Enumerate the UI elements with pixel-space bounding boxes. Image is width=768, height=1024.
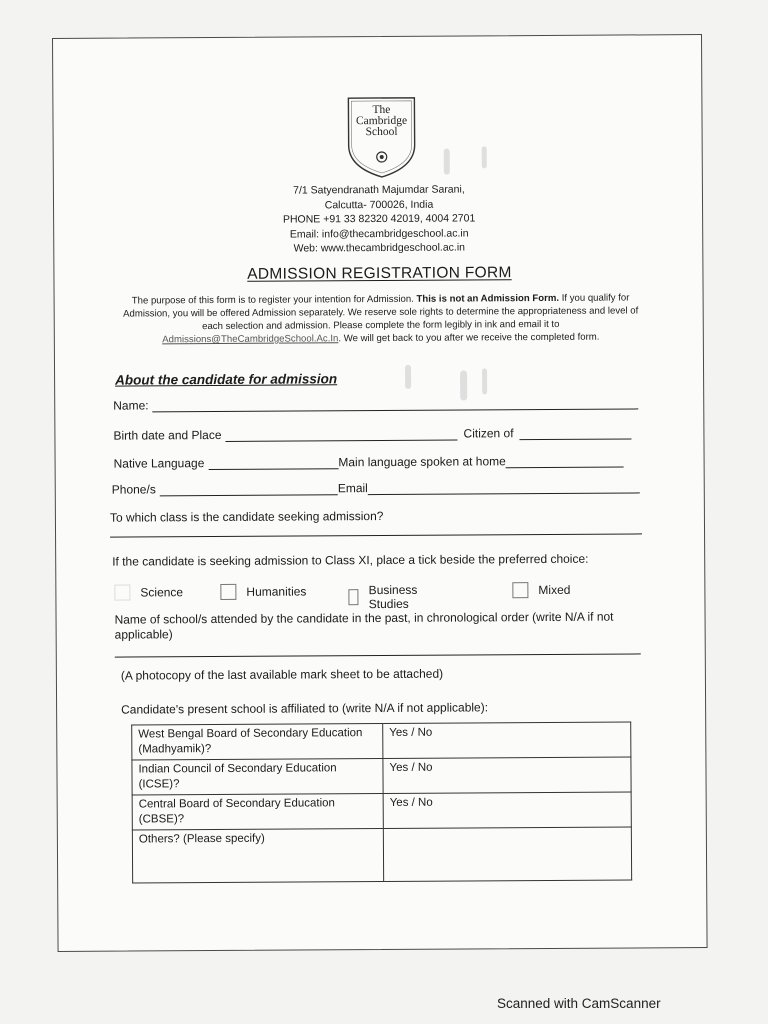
form-title: ADMISSION REGISTRATION FORM <box>247 264 512 283</box>
scan-smudge <box>405 365 411 389</box>
web-line: Web: www.thecambridgeschool.ac.in <box>293 241 466 255</box>
crest-text-line: The <box>372 103 391 117</box>
scan-smudge <box>482 146 487 168</box>
main-language-field[interactable] <box>506 454 624 469</box>
choice-business-studies[interactable] <box>348 583 423 611</box>
intro-paragraph <box>121 291 641 346</box>
name-label: Name: <box>113 398 149 413</box>
citizen-field[interactable] <box>519 425 631 440</box>
intro-text: If you qualify for Admission, you will be offered Admission separately. We reserve sole rights to determine the appropriateness and level of each selection and admission. Please complete the form legibly in ink and email it to <box>123 292 639 333</box>
birth-field[interactable] <box>225 427 457 442</box>
mixed-checkbox[interactable] <box>512 582 528 598</box>
humanities-checkbox[interactable] <box>220 584 236 600</box>
scan-smudge <box>444 149 450 175</box>
table-row <box>132 792 631 830</box>
school-crest <box>345 95 418 179</box>
answer-cell[interactable] <box>383 827 631 882</box>
native-language-label: Native Language <box>113 456 205 471</box>
birth-label: Birth date and Place <box>113 427 222 443</box>
photocopy-note: (A photocopy of the last available mark sheet to be attached) <box>120 666 444 683</box>
board-cell: Others? (Please specify) <box>132 828 383 883</box>
science-checkbox[interactable] <box>114 585 130 601</box>
scan-smudge <box>482 368 487 394</box>
main-language-label: Main language spoken at home <box>338 454 506 470</box>
address-line: 7/1 Satyendranath Majumdar Sarani, <box>293 183 465 197</box>
section-title: About the candidate for admission <box>115 371 338 388</box>
crest-text-line: Cambridge <box>355 114 408 128</box>
choice-mixed[interactable] <box>512 582 570 598</box>
birth-row <box>113 425 631 442</box>
native-language-field[interactable] <box>208 455 338 470</box>
admissions-email-link[interactable]: Admissions@TheCambridgeSchool.Ac.In <box>162 333 339 346</box>
answer-cell[interactable]: Yes / No <box>383 757 631 794</box>
camscanner-watermark: Scanned with CamScanner <box>497 996 661 1011</box>
class-xi-question: If the candidate is seeking admission to Class XI, place a tick beside the preferred choice: <box>112 551 589 569</box>
class-answer-field[interactable] <box>110 533 642 537</box>
intro-text: . We will get back to you after we receive the completed form. <box>338 331 600 345</box>
form-sheet <box>52 34 708 952</box>
affiliation-question: Candidate's present school is affiliated to (write N/A if not applicable): <box>121 700 489 717</box>
phone-line: PHONE +91 33 82320 42019, 4004 2701 <box>282 212 476 226</box>
language-row <box>114 454 624 471</box>
affiliation-table <box>131 721 632 883</box>
class-question: To which class is the candidate seeking admission? <box>109 508 384 525</box>
choice-label: Mixed <box>538 582 571 598</box>
contact-row <box>112 479 640 496</box>
choice-science[interactable] <box>114 584 183 600</box>
table-row <box>132 757 631 795</box>
schools-answer-field[interactable] <box>115 653 641 657</box>
choice-label: Humanities <box>246 584 307 599</box>
intro-bold-text: This is not an Admission Form. <box>416 292 560 305</box>
choice-label: Science <box>140 585 184 600</box>
school-address <box>204 182 554 257</box>
email-label: Email <box>337 481 368 496</box>
board-cell: West Bengal Board of Secondary Education (Madhyamik)? <box>132 723 383 760</box>
table-row <box>132 722 631 760</box>
phone-label: Phone/s <box>111 482 156 497</box>
answer-cell[interactable]: Yes / No <box>383 792 631 829</box>
crest-text <box>345 105 417 138</box>
crest-text-line: School <box>365 125 398 139</box>
email-line: Email: info@thecambridgeschool.ac.in <box>289 226 469 241</box>
address-line: Calcutta- 700026, India <box>324 198 434 211</box>
email-field[interactable] <box>368 479 640 495</box>
name-field[interactable] <box>153 395 639 412</box>
phone-field[interactable] <box>160 481 338 496</box>
answer-cell[interactable]: Yes / No <box>383 722 631 759</box>
choice-humanities[interactable] <box>220 583 306 600</box>
board-cell: Central Board of Secondary Education (CBSE)? <box>132 793 383 830</box>
name-row <box>113 395 638 412</box>
table-row <box>132 827 631 883</box>
intro-text: The purpose of this form is to register your intention for Admission. <box>131 293 414 307</box>
business-studies-checkbox[interactable] <box>348 589 358 605</box>
choice-label: Business Studies <box>368 582 418 612</box>
citizen-label: Citizen of <box>463 426 514 441</box>
schools-question: Name of school/s attended by the candidate in the past, in chronological order (write N/A if not applicable) <box>114 609 614 642</box>
board-cell: Indian Council of Secondary Education (ICSE)? <box>132 758 383 795</box>
